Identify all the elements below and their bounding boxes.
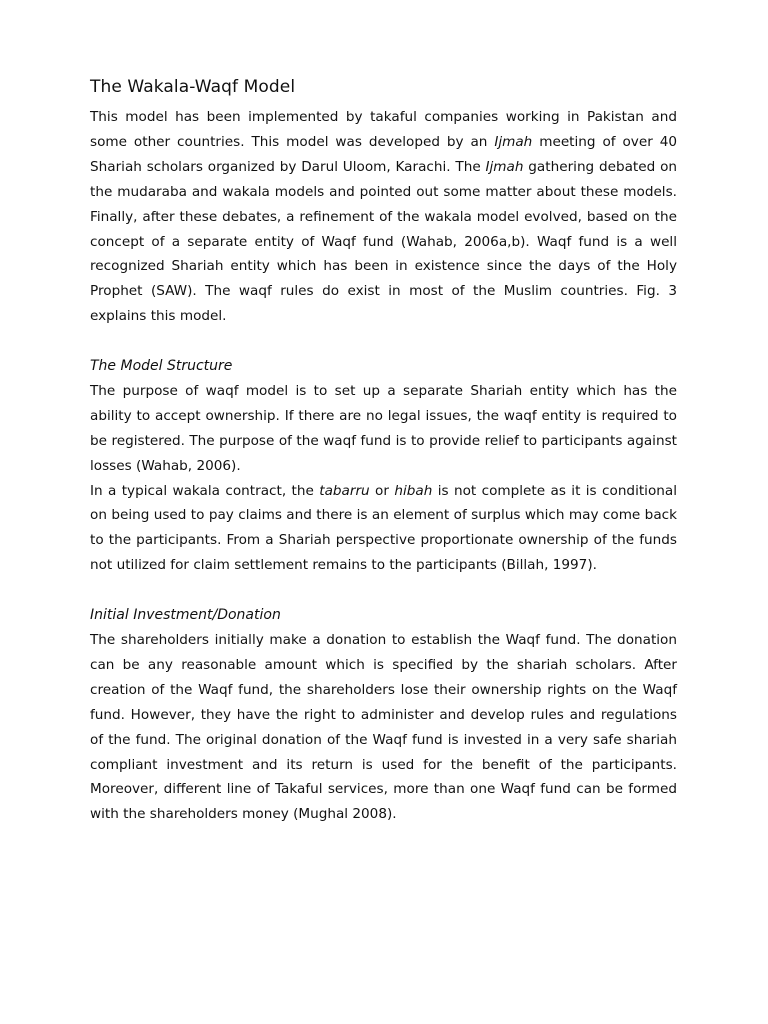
ms-p2-text-1: In a typical wakala contract, the bbox=[90, 482, 320, 499]
intro-italic-ijmah-2: Ijmah bbox=[485, 158, 524, 175]
section-heading-model-structure: The Model Structure bbox=[90, 358, 233, 375]
document-page bbox=[90, 75, 677, 827]
intro-paragraph bbox=[90, 105, 677, 329]
initial-investment-paragraph: The shareholders initially make a donation to establish the Waqf fund. The donation can be any reasonable amount which is specified by the shariah scholars. After creation of the Waqf fund, the shareholders lose their ownership rights on the Waqf fund. However, they have the right to administer and develop rules and regulations of the fund. The original donation of the Waqf fund is invested in a very safe shariah compliant investment and its return is used for the benefit of the participants. Moreover, different line of Takaful services, more than one Waqf fund can be formed with the shareholders money (Mughal 2008). bbox=[90, 632, 677, 823]
intro-italic-ijmah-1: Ijmah bbox=[494, 133, 533, 150]
intro-text-2: meeting of over 40 Shariah scholars organized by Darul Uloom, Karachi. The bbox=[90, 133, 677, 175]
ms-p2-italic-hibah: hibah bbox=[394, 482, 433, 499]
ms-p2-italic-tabarru: tabarru bbox=[319, 482, 370, 499]
model-structure-paragraph-1: The purpose of waqf model is to set up a separate Shariah entity which has the ability to accept ownership. If there are no legal issues, the waqf entity is required to be registered. The purpose of the waqf fund is to provide relief to participants against losses (Wahab, 2006). bbox=[90, 382, 677, 474]
ms-p2-text-2: or bbox=[369, 482, 395, 499]
spacer bbox=[90, 329, 677, 354]
spacer bbox=[90, 578, 677, 603]
intro-text-1: This model has been implemented by takaful companies working in Pakistan and some other countries. This model was developed by an bbox=[90, 109, 677, 150]
section-heading-initial-investment: Initial Investment/Donation bbox=[90, 607, 281, 624]
intro-text-3: gathering debated on the mudaraba and wakala models and pointed out some matter about these models. Finally, after these debates, a refinement of the wakala model evolved, based on the concept of a separate entity of Waqf fund (Wahab, 2006a,b). Waqf fund is a well recognized Shariah entity which has been in existence since the days of the Holy Prophet (SAW). The waqf rules do exist in most of the Muslim countries. Fig. 3 explains this model. bbox=[90, 158, 677, 325]
document-title: The Wakala-Waqf Model bbox=[90, 77, 296, 97]
model-structure-paragraph-2 bbox=[90, 479, 677, 579]
ms-p2-text-3: is not complete as it is conditional on being used to pay claims and there is an element of surplus which may come back to the participants. From a Shariah perspective proportionate ownership of the funds not utilized for claim settlement remains to the participants (Billah, 1997). bbox=[90, 482, 677, 574]
